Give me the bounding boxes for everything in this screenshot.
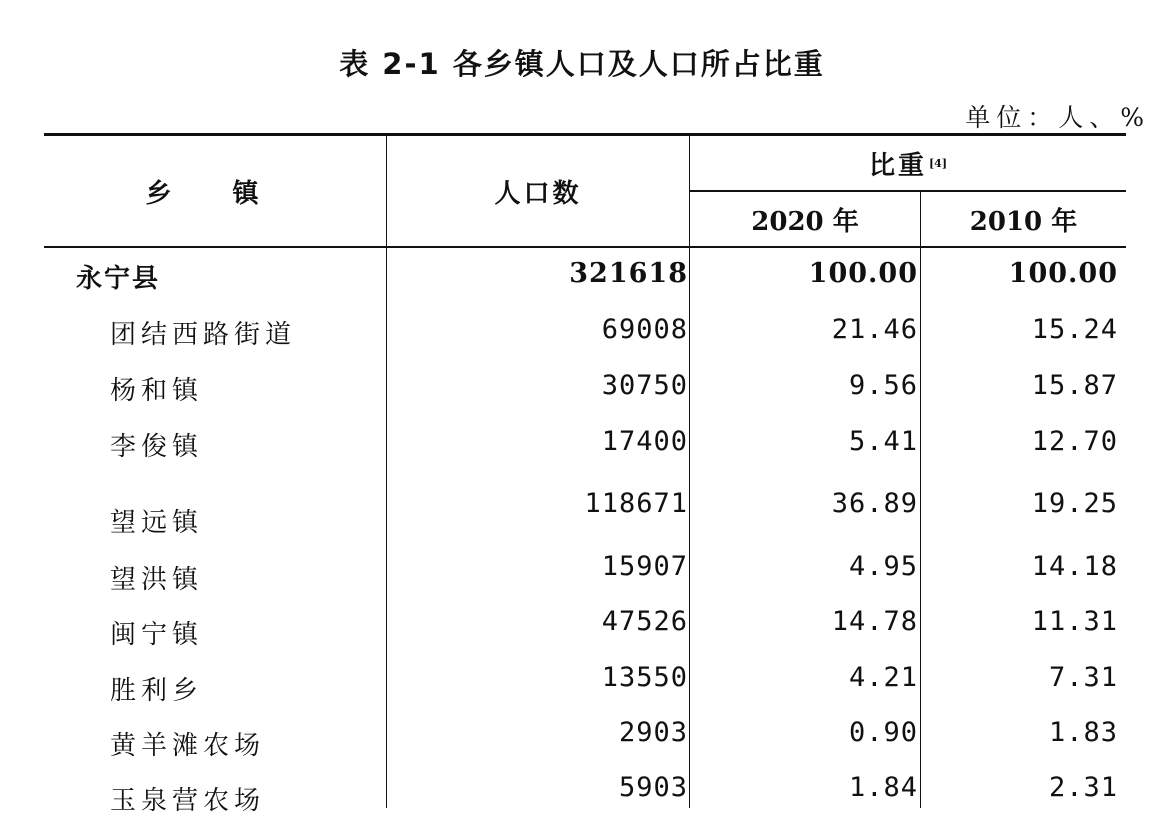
row-name: 黄羊滩农场 (110, 731, 266, 761)
row-population: 69008 (601, 314, 688, 345)
table-row (0, 370, 1164, 420)
row-share-2010: 14.18 (1031, 551, 1118, 582)
table-title: 表 2-1 各乡镇人口及人口所占比重 (339, 47, 825, 81)
row-share-2020: 36.89 (831, 488, 918, 519)
row-share-2020: 0.90 (848, 717, 918, 748)
row-share-2010: 12.70 (1031, 426, 1118, 457)
header-bottom-rule (44, 246, 1126, 248)
table-row (0, 717, 1164, 767)
row-share-2020: 100.00 (808, 258, 918, 289)
row-name: 李俊镇 (110, 432, 204, 462)
row-name: 永宁县 (76, 264, 161, 294)
row-name: 玉泉营农场 (110, 786, 266, 816)
table-row (0, 551, 1164, 601)
table-row (0, 662, 1164, 712)
header-year-2020-label: 2020 年 (751, 206, 859, 237)
table-row (0, 258, 1164, 308)
row-population: 118671 (584, 488, 688, 519)
row-share-2020: 1.84 (848, 772, 918, 803)
header-township (44, 136, 386, 246)
row-population: 2903 (618, 717, 688, 748)
row-name: 杨和镇 (110, 376, 204, 406)
header-share-note: [4] (928, 156, 948, 170)
row-name: 望远镇 (110, 508, 204, 538)
row-name: 胜利乡 (110, 676, 204, 706)
table-row (0, 772, 1164, 822)
row-population: 321618 (569, 258, 688, 289)
row-share-2010: 15.87 (1031, 370, 1118, 401)
row-share-2010: 2.31 (1048, 772, 1118, 803)
table-row (0, 606, 1164, 656)
row-population: 15907 (601, 551, 688, 582)
table-row (0, 426, 1164, 476)
header-township-label: 乡 镇 (145, 178, 285, 209)
row-share-2010: 7.31 (1048, 662, 1118, 693)
row-population: 13550 (601, 662, 688, 693)
header-year-2010-label: 2010 年 (969, 206, 1078, 237)
row-share-2010: 11.31 (1031, 606, 1118, 637)
header-share-label: 比重 (868, 150, 927, 181)
row-share-2020: 21.46 (831, 314, 918, 345)
row-share-2020: 9.56 (848, 370, 918, 401)
row-share-2010: 19.25 (1031, 488, 1118, 519)
table-row (0, 314, 1164, 364)
row-share-2010: 1.83 (1048, 717, 1118, 748)
row-share-2020: 5.41 (848, 426, 918, 457)
unit-label: 单位：人、% (965, 103, 1150, 132)
row-share-2020: 4.95 (848, 551, 918, 582)
table-row (0, 488, 1164, 538)
row-name: 团结西路街道 (110, 320, 297, 350)
row-population: 5903 (618, 772, 688, 803)
header-year-2010 (921, 192, 1126, 246)
row-share-2020: 4.21 (848, 662, 918, 693)
row-population: 47526 (601, 606, 688, 637)
row-name: 望洪镇 (110, 565, 204, 595)
header-share (690, 136, 1126, 190)
row-share-2010: 100.00 (1008, 258, 1118, 289)
row-share-2020: 14.78 (831, 606, 918, 637)
row-population: 30750 (601, 370, 688, 401)
row-population: 17400 (601, 426, 688, 457)
header-population-label: 人口数 (494, 178, 582, 209)
row-name: 闽宁镇 (110, 620, 204, 650)
row-share-2010: 15.24 (1031, 314, 1118, 345)
header-population (387, 136, 689, 246)
header-year-2020 (690, 192, 920, 246)
